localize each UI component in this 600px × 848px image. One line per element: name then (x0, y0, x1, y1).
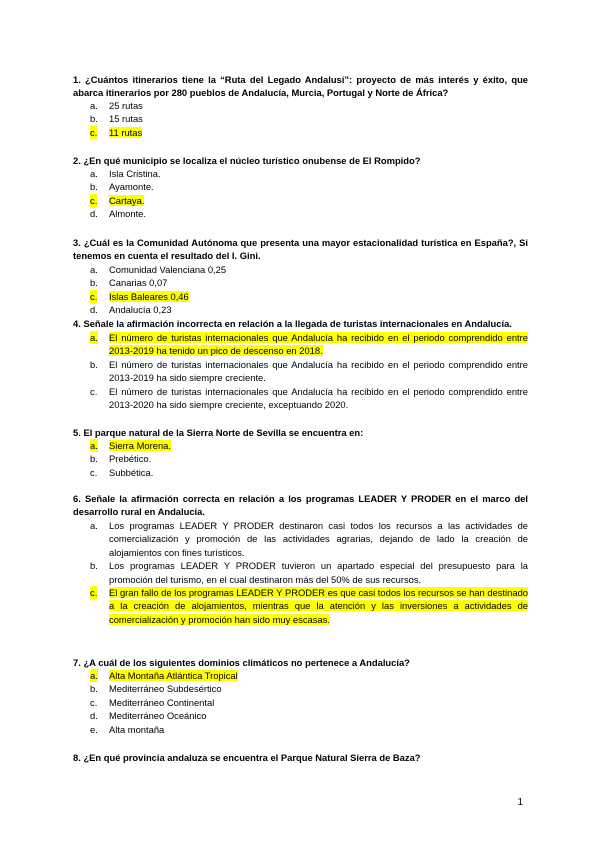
page-number: 1 (517, 797, 523, 808)
question-number: 4. (73, 318, 81, 329)
question-number: 6. (73, 493, 81, 504)
question-3 (73, 236, 528, 263)
option-b: b. El número de turistas internacionales que Andalucía ha recibido en el periodo comprendido entre 2013-2019 ha sido siempre creciente. (90, 358, 528, 384)
options-list-6 (90, 519, 528, 626)
options-list-1 (90, 99, 528, 139)
option-a-highlighted: a. Alta Montaña Atlántica Tropical (90, 670, 238, 681)
option-a: a. Los programas LEADER Y PRODER destinaron casi todos los recursos a las actividades de comercialización y promoción de las actividades agrarias, dejando de lado la creación de alojamientos con fines turísticos. (90, 520, 528, 558)
option-a: a. 25 rutas (90, 100, 143, 111)
option-c-highlighted: c. Islas Baleares 0,46 (90, 290, 189, 302)
options-list-7 (90, 669, 528, 736)
question-number: 3. (73, 237, 81, 248)
option-d: d. Mediterráneo Oceánico (90, 710, 207, 722)
option-b: b. Ayamonte. (90, 181, 154, 193)
question-number: 1. (73, 74, 81, 85)
question-text: ¿En qué provincia andaluza se encuentra el Parque Natural Sierra de Baza? (83, 752, 421, 763)
question-text: Señale la afirmación incorrecta en relación a la llegada de turistas internacionales en Andalucía. (83, 318, 512, 329)
question-number: 8. (73, 752, 81, 763)
question-7 (73, 656, 528, 669)
option-c-highlighted: c. Cartaya. (90, 194, 145, 206)
option-b: b. 15 rutas (90, 113, 143, 125)
question-text: ¿En qué municipio se localiza el núcleo turístico onubense de El Rompido? (83, 155, 421, 166)
option-c-highlighted: c. El gran fallo de los programas LEADER Y PRODER es que casi todos los recursos se han destinado a la creación de alojamientos, mientras que la atención y las inversiones a actividades de comercialización y promoción han sido muy escasas. (90, 587, 528, 625)
option-b: b. Mediterráneo Subdesértico (90, 683, 222, 695)
option-d: d. Andalucía 0,23 (90, 304, 172, 316)
question-number: 5. (73, 427, 81, 438)
option-c: c. Mediterráneo Continental (90, 696, 215, 708)
question-4 (73, 317, 528, 330)
question-5 (73, 426, 528, 439)
option-a-highlighted: a. El número de turistas internacionales que Andalucía ha recibido en el periodo comprendido entre 2013-2019 ha tenido un pico de descenso en 2018. (90, 332, 528, 357)
question-6 (73, 492, 528, 519)
option-a: a. Isla Cristina. (90, 168, 161, 179)
options-list-5 (90, 439, 528, 479)
option-c-highlighted: c. 11 rutas (90, 126, 143, 138)
options-list-3 (90, 263, 528, 317)
option-a-highlighted: a. Sierra Morena. (90, 440, 172, 451)
option-c: c. Subbética. (90, 466, 154, 478)
question-text: ¿A cuál de los siguientes dominios climáticos no pertenece a Andalucía? (83, 657, 410, 668)
options-list-4 (90, 331, 528, 411)
question-1 (73, 73, 528, 100)
question-text: ¿Cuántos itinerarios tiene la “Ruta del Legado Andalusí”: proyecto de más interés y éxito, que abarca itinerarios por 280 pueblos de Andalucía, Murcia, Portugal y Norte de África? (73, 74, 529, 99)
option-e: e. Alta montaña (90, 723, 165, 735)
options-list-2 (90, 167, 528, 221)
question-text: Señale la afirmación correcta en relación a los programas LEADER Y PRODER en el marco del desarrollo rural en Andalucía. (73, 493, 528, 518)
option-c: c. El número de turistas internacionales que Andalucía ha recibido en el periodo comprendido entre 2013-2020 ha sido siempre creciente, exceptuando 2020. (90, 385, 528, 411)
option-b: b. Prebético. (90, 453, 152, 465)
question-2 (73, 154, 528, 167)
question-number: 2. (73, 155, 81, 166)
question-8 (73, 751, 528, 764)
question-number: 7. (73, 657, 81, 668)
question-text: ¿Cuál es la Comunidad Autónoma que presenta una mayor estacionalidad turística en España?, Si tenemos en cuenta el resultado del I. Gini. (73, 237, 528, 262)
option-d: d. Almonte. (90, 208, 146, 220)
option-b: b. Los programas LEADER Y PRODER tuvieron un apartado especial del presupuesto para la promoción del turismo, en el cual destinaron más del 50% de sus recursos. (90, 560, 528, 585)
question-text: El parque natural de la Sierra Norte de Sevilla se encuentra en: (83, 427, 364, 438)
option-b: b. Canarias 0,07 (90, 277, 168, 289)
option-a: a. Comunidad Valenciana 0,25 (90, 264, 227, 275)
